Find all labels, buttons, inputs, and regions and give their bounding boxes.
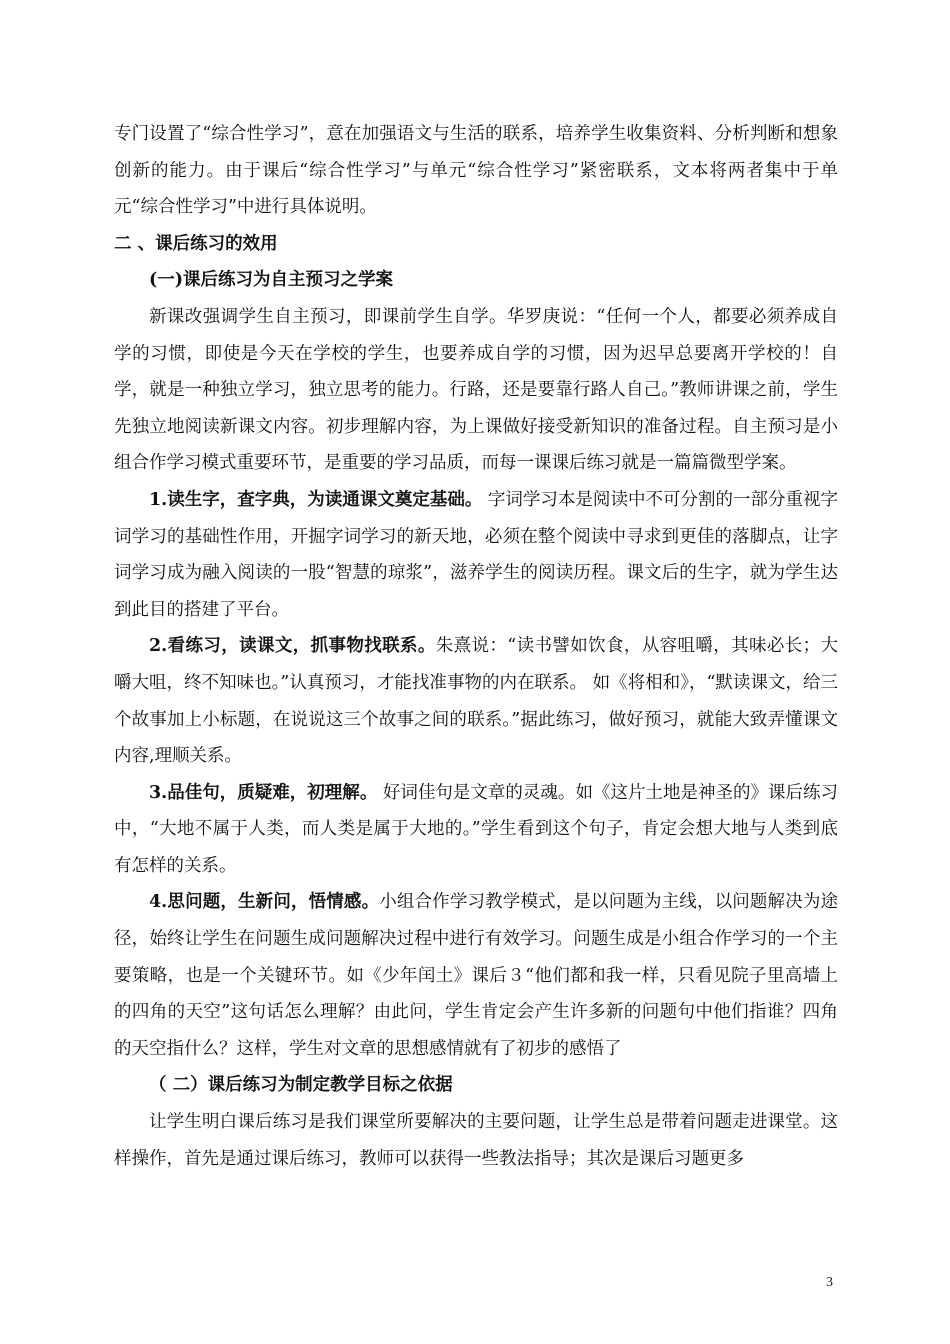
paragraph-teaching-goals: 让学生明白课后练习是我们课堂所要解决的主要问题，让学生总是带着问题走进课堂。这样操作，首先是通过课后练习，教师可以获得一些教法指导；其次是课后习题更多: [114, 1112, 838, 1169]
paragraph-point-4: [114, 884, 838, 1067]
subsection-heading-1: (一)课后练习为自主预习之学案: [149, 270, 394, 291]
paragraph-point-3: [114, 775, 838, 885]
point-1-text: 字词学习本是阅读中不可分割的一部分重视字词学习的基础性作用，开掘字词学习的新天地，必须在整个阅读中寻求到更佳的落脚点，让字词学习成为融入阅读的一股“智慧的琼浆”，滋养学生的阅读历程。课文后的生字，就为学生达到此目的搭建了平台。: [114, 489, 838, 620]
paragraph-self-study: 新课改强调学生自主预习，即课前学生自学。华罗庚说：“任何一个人，都要必须养成自学的习惯，即使是今天在学校的学生，也要养成自学的习惯，因为迟早总要离开学校的！自学，就是一种独立学习，独立思考的能力。行路，还是要靠行路人自己。”教师讲课之前，学生先独立地阅读新课文内容。初步理解内容，为上课做好接受新知识的准备过程。自主预习是小组合作学习模式重要环节，是重要的学习品质，而每一课课后练习就是一篇篇微型学案。: [114, 306, 838, 474]
paragraph-point-2: [114, 628, 838, 774]
point-4-text: 小组合作学习教学模式，是以问题为主线，以问题解决为途径，始终让学生在问题生成问题解决过程中进行有效学习。问题生成是小组合作学习的一个主要策略，也是一个关键环节。如《少年闰土》课后３“他们都和我一样，只看见院子里高墙上的四角的天空”这句话怎么理解？由此问，学生肯定会产生许多新的问题句中他们指谁？四角的天空指什么？这样，学生对文章的思想感情就有了初步的感悟了: [114, 892, 838, 1059]
section-heading-2: 二 、课后练习的效用: [114, 233, 278, 254]
paragraph-point-1: [114, 482, 838, 628]
document-body: [114, 116, 838, 1177]
point-2-text: 朱熹说：“读书譬如饮食，从容咀嚼，其味必长；大嚼大咀，终不知味也。”认真预习，才能找准事物的内在联系。 如《将相和》，“默读课文，给三个故事加上小标题，在说说这三个故事之间的联系。”据此练习，做好预习，就能大致弄懂课文内容,理顺关系。: [114, 636, 838, 767]
point-1-lead: 1.读生字，查字典，为读通课文奠定基础。: [149, 489, 483, 510]
point-4-lead: 4.思问题，生新问，悟情感。: [149, 892, 380, 913]
point-2-lead: 2.看练习，读课文，抓事物找联系。: [149, 636, 436, 657]
subsection-heading-2: （ 二）课后练习为制定教学目标之依据: [149, 1075, 453, 1096]
point-3-lead: 3.品佳句，质疑难，初理解。: [149, 782, 378, 803]
point-3-text: 好词佳句是文章的灵魂。如《这片土地是神圣的》课后练习中，“大地不属于人类，而人类是属于大地的。”学生看到这个句子，肯定会想大地与人类到底有怎样的关系。: [114, 782, 838, 876]
page-number: 3: [826, 1275, 833, 1290]
paragraph-intro: 专门设置了“综合性学习”，意在加强语文与生活的联系，培养学生收集资料、分析判断和想象创新的能力。由于课后“综合性学习”与单元“综合性学习”紧密联系，文本将两者集中于单元“综合性学习”中进行具体说明。: [114, 124, 838, 218]
